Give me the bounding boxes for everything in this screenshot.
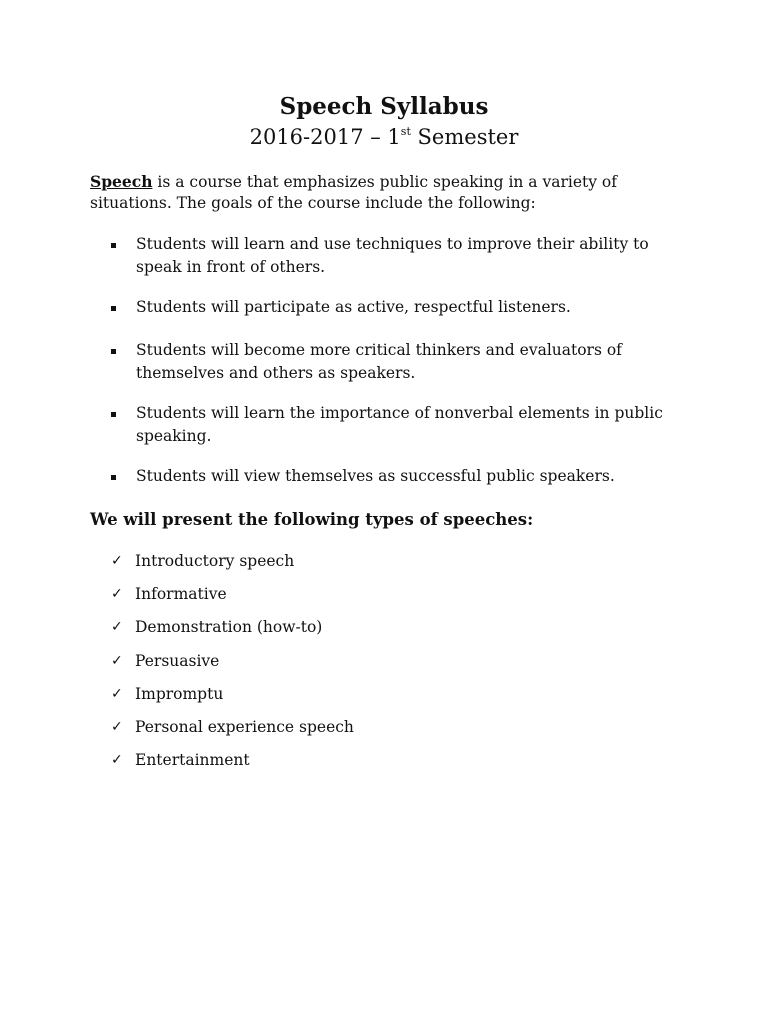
checkmark-icon: ✓: [111, 619, 123, 635]
goal-item: [111, 402, 671, 448]
goal-item: [111, 339, 671, 385]
speech-type-label: Informative: [135, 585, 227, 603]
speech-type-item: [111, 650, 219, 672]
speech-type-label: Introductory speech: [135, 552, 295, 570]
intro-course-term: Speech: [90, 172, 153, 191]
goal-text: Students will learn the importance of nonverbal elements in public speaking.: [136, 404, 663, 445]
goal-text: Students will view themselves as successful public speakers.: [136, 467, 615, 485]
square-bullet-icon: [111, 412, 116, 417]
speech-type-item: [111, 550, 294, 572]
checkmark-icon: ✓: [111, 586, 123, 602]
subtitle-ordinal-suffix: st: [400, 125, 411, 138]
checkmark-icon: ✓: [111, 686, 123, 702]
square-bullet-icon: [111, 243, 116, 248]
speech-type-label: Personal experience speech: [135, 718, 354, 736]
speech-types-heading: We will present the following types of speeches:: [90, 510, 534, 529]
intro-text: is a course that emphasizes public speaking in a variety of situations. The goals of the course include the following:: [90, 173, 617, 212]
checkmark-icon: ✓: [111, 719, 123, 735]
speech-type-label: Persuasive: [135, 652, 220, 670]
speech-type-item: [111, 749, 250, 771]
speech-type-label: Demonstration (how-to): [135, 618, 323, 636]
checkmark-icon: ✓: [111, 553, 123, 569]
speech-type-label: Entertainment: [135, 751, 250, 769]
square-bullet-icon: [111, 306, 116, 311]
document-title: Speech Syllabus: [279, 93, 489, 120]
document-subtitle: [0, 122, 768, 152]
goal-text: Students will learn and use techniques to improve their ability to speak in front of others.: [136, 235, 649, 276]
square-bullet-icon: [111, 349, 116, 354]
square-bullet-icon: [111, 475, 116, 480]
speech-type-label: Impromptu: [135, 685, 224, 703]
intro-paragraph: [90, 171, 690, 214]
speech-type-item: [111, 616, 322, 638]
speech-type-item: [111, 583, 227, 605]
goal-text: Students will become more critical thinkers and evaluators of themselves and others as speakers.: [136, 341, 622, 382]
goal-item: [111, 465, 671, 488]
speech-type-item: [111, 716, 354, 738]
goal-item: [111, 296, 671, 319]
checkmark-icon: ✓: [111, 653, 123, 669]
checkmark-icon: ✓: [111, 752, 123, 768]
goal-text: Students will participate as active, respectful listeners.: [136, 298, 571, 316]
subtitle-years: 2016-2017 – 1: [249, 125, 401, 149]
goal-item: [111, 233, 671, 279]
subtitle-term: Semester: [410, 125, 519, 149]
speech-type-item: [111, 683, 223, 705]
